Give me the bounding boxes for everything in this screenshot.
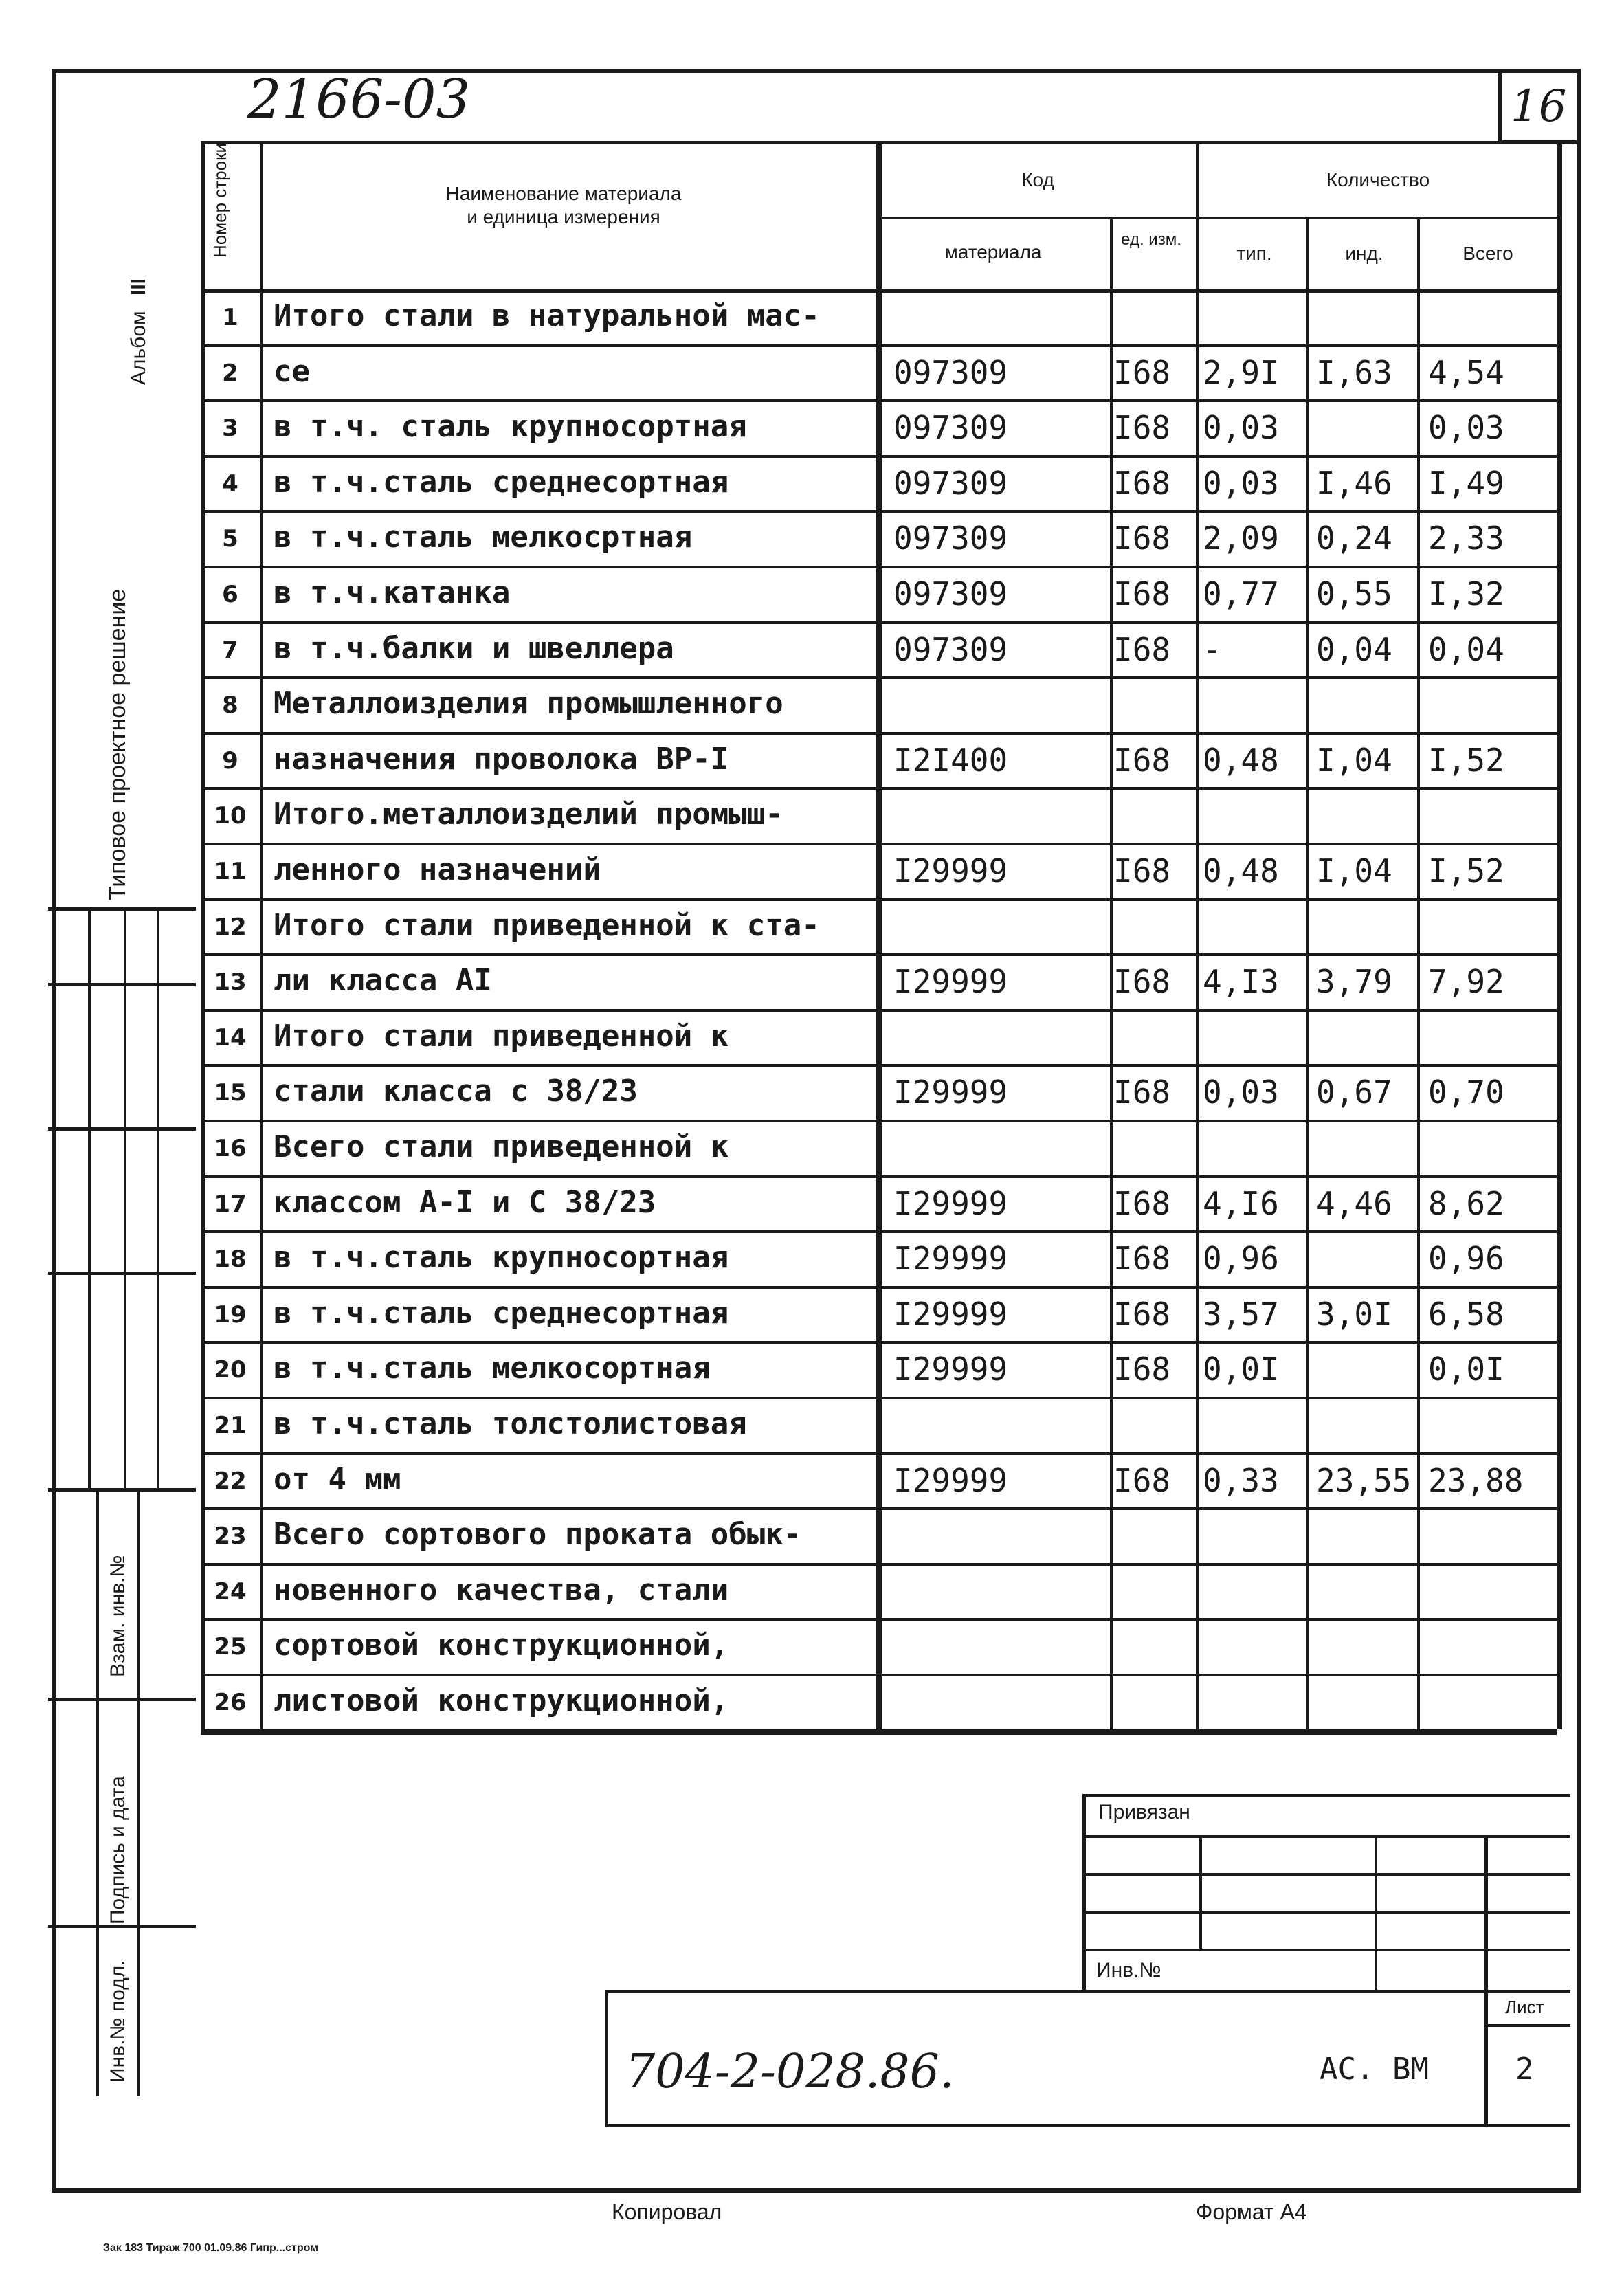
row-unit-code: I68 xyxy=(1113,852,1171,889)
row-qty-total: 6,58 xyxy=(1428,1295,1504,1333)
header-code: Код xyxy=(1021,169,1054,190)
row-line xyxy=(201,344,1557,347)
row-material-code: I29999 xyxy=(893,1240,1008,1278)
row-material-name: в т.ч.сталь среднесортная xyxy=(274,1295,729,1331)
row-material-name: Металлоизделия промышленного xyxy=(274,686,783,722)
row-material-name: стали класса с 38/23 xyxy=(274,1074,638,1109)
row-unit-code: I68 xyxy=(1113,1240,1171,1278)
row-line xyxy=(201,1397,1557,1399)
row-material-name: классом А-I и С 38/23 xyxy=(274,1184,656,1220)
row-line xyxy=(201,566,1557,568)
row-material-code: 097309 xyxy=(893,575,1008,612)
row-material-name: Итого.металлоизделий промыш- xyxy=(274,797,783,832)
row-material-name: назначения проволока ВР-I xyxy=(274,741,729,777)
header-qty-total: Всего xyxy=(1462,243,1513,264)
row-line xyxy=(201,1286,1557,1289)
row-line xyxy=(201,1563,1557,1566)
row-line xyxy=(201,1009,1557,1012)
row-qty-typ: 0,33 xyxy=(1203,1461,1279,1499)
side-label-inv-change: Взам. инв.№ xyxy=(107,1555,129,1677)
row-material-code: 097309 xyxy=(893,409,1008,447)
side-strip-vline xyxy=(137,1488,140,2096)
row-line xyxy=(201,787,1557,790)
row-material-name: в т.ч.катанка xyxy=(274,575,511,610)
row-number: 3 xyxy=(222,414,238,443)
row-number: 22 xyxy=(214,1467,247,1495)
row-unit-code: I68 xyxy=(1113,353,1171,391)
col-line-typ xyxy=(1196,141,1199,1729)
row-material-name: в т.ч.балки и швеллера xyxy=(274,630,674,666)
stamp-vline xyxy=(1082,1794,1086,1993)
row-line xyxy=(201,1618,1557,1621)
stamp-line xyxy=(1082,1911,1570,1914)
row-qty-typ: 0,77 xyxy=(1203,575,1279,612)
side-strip-line xyxy=(48,1488,196,1492)
row-material-name: в т.ч.сталь среднесортная xyxy=(274,464,729,500)
side-label-series: Типовое проектное решение xyxy=(104,588,131,900)
footer-copied: Копировал xyxy=(612,2199,722,2224)
side-strip-line xyxy=(48,1127,196,1131)
header-split-line xyxy=(876,217,1557,219)
row-material-code: I29999 xyxy=(893,963,1008,1001)
row-qty-total: 0,03 xyxy=(1428,409,1504,447)
row-qty-typ: 4,I6 xyxy=(1203,1184,1279,1222)
row-number: 14 xyxy=(214,1023,247,1052)
row-line xyxy=(201,1175,1557,1178)
row-qty-total: 7,92 xyxy=(1428,963,1504,1001)
row-qty-ind: 0,24 xyxy=(1316,520,1392,557)
side-label-sign-date: Подпись и дата xyxy=(107,1776,129,1925)
row-line xyxy=(201,1064,1557,1067)
row-material-name: ленного назначений xyxy=(274,852,601,887)
side-strip-line xyxy=(48,1698,196,1701)
row-number: 15 xyxy=(214,1079,247,1107)
row-number: 16 xyxy=(214,1135,247,1162)
side-strip-line xyxy=(48,1272,196,1275)
row-line xyxy=(201,898,1557,901)
row-line xyxy=(201,455,1557,458)
row-line xyxy=(201,1341,1557,1344)
row-qty-typ: 0,03 xyxy=(1203,409,1279,447)
row-qty-typ: 0,48 xyxy=(1203,741,1279,779)
stamp-line xyxy=(1082,1794,1570,1797)
row-material-code: 097309 xyxy=(893,353,1008,391)
row-material-code: I29999 xyxy=(893,852,1008,889)
row-material-name: се xyxy=(274,353,310,389)
side-strip-line xyxy=(48,907,196,911)
stamp-line xyxy=(1082,1873,1570,1876)
stamp-line xyxy=(1082,1949,1570,1951)
row-qty-total: 0,0I xyxy=(1428,1351,1504,1388)
row-unit-code: I68 xyxy=(1113,741,1171,779)
row-number: 13 xyxy=(214,968,247,997)
row-number: 2 xyxy=(222,359,238,387)
col-line-name xyxy=(260,141,263,1729)
row-qty-total: 0,96 xyxy=(1428,1240,1504,1278)
header-row-no xyxy=(201,141,256,271)
row-material-name: листовой конструкционной, xyxy=(274,1683,729,1718)
row-qty-typ: 2,09 xyxy=(1203,520,1279,557)
side-label-inv-orig: Инв.№ подл. xyxy=(107,1960,129,2083)
row-number: 8 xyxy=(222,691,238,720)
row-qty-ind: 4,46 xyxy=(1316,1184,1392,1222)
row-qty-typ: 0,48 xyxy=(1203,852,1279,889)
row-qty-ind: I,63 xyxy=(1316,353,1392,391)
side-strip-vline xyxy=(157,907,159,1492)
row-material-name: в т.ч.сталь мелкосртная xyxy=(274,520,693,555)
row-unit-code: I68 xyxy=(1113,1461,1171,1499)
row-qty-typ: 0,03 xyxy=(1203,1074,1279,1111)
row-unit-code: I68 xyxy=(1113,1295,1171,1333)
row-qty-ind: I,46 xyxy=(1316,464,1392,502)
row-qty-ind: 23,55 xyxy=(1316,1461,1412,1499)
stamp-line xyxy=(605,1990,1570,1993)
row-qty-total: I,52 xyxy=(1428,741,1504,779)
side-strip-line xyxy=(48,1925,196,1928)
row-material-name: Итого стали в натуральной мас- xyxy=(274,298,820,333)
row-unit-code: I68 xyxy=(1113,963,1171,1001)
row-line xyxy=(201,1452,1557,1455)
row-material-code: I29999 xyxy=(893,1351,1008,1388)
row-qty-total: I,52 xyxy=(1428,852,1504,889)
row-material-name: новенного качества, стали xyxy=(274,1572,729,1608)
header-qty-typ: тип. xyxy=(1236,243,1272,264)
header-code-unit: ед. изм. xyxy=(1121,230,1181,249)
col-line-ind xyxy=(1306,217,1309,1729)
row-number: 17 xyxy=(214,1190,247,1218)
row-material-code: I2I400 xyxy=(893,741,1008,779)
row-unit-code: I68 xyxy=(1113,520,1171,557)
row-line xyxy=(201,510,1557,513)
row-qty-ind: I,04 xyxy=(1316,852,1392,889)
row-number: 25 xyxy=(214,1633,247,1661)
row-number: 18 xyxy=(214,1245,247,1274)
row-qty-typ: 3,57 xyxy=(1203,1295,1279,1333)
row-material-code: I29999 xyxy=(893,1295,1008,1333)
side-strip-vline xyxy=(124,907,126,1492)
row-material-name: Итого стали приведенной к ста- xyxy=(274,907,820,943)
row-number: 5 xyxy=(222,525,238,553)
row-number: 6 xyxy=(222,581,238,608)
row-qty-total: 23,88 xyxy=(1428,1461,1524,1499)
col-line-unit xyxy=(1110,217,1113,1729)
row-material-name: Всего стали приведенной к xyxy=(274,1129,729,1164)
row-qty-total: 0,04 xyxy=(1428,630,1504,668)
col-line-right xyxy=(1557,141,1562,1729)
side-label-album: Альбом xyxy=(127,311,150,385)
row-material-name: в т.ч.сталь мелкосортная xyxy=(274,1351,711,1386)
row-material-code: I29999 xyxy=(893,1461,1008,1499)
stamp-sheet-label: Лист xyxy=(1505,1997,1544,2017)
row-material-code: I29999 xyxy=(893,1074,1008,1111)
row-number: 9 xyxy=(222,746,238,775)
stamp-inv-label: Инв.№ xyxy=(1096,1959,1161,1982)
row-number: 20 xyxy=(214,1356,247,1384)
row-qty-ind: I,04 xyxy=(1316,741,1392,779)
side-strip-vline xyxy=(96,1488,99,2096)
row-qty-typ: 2,9I xyxy=(1203,353,1279,391)
row-number: 23 xyxy=(214,1522,247,1551)
row-line xyxy=(201,1230,1557,1233)
row-material-name: от 4 мм xyxy=(274,1461,401,1497)
row-unit-code: I68 xyxy=(1113,409,1171,447)
row-qty-total: 0,70 xyxy=(1428,1074,1504,1111)
row-qty-typ: 0,03 xyxy=(1203,464,1279,502)
row-qty-total: 2,33 xyxy=(1428,520,1504,557)
header-row-no-text: Номер строки xyxy=(210,143,230,258)
footer-format: Формат А4 xyxy=(1196,2199,1307,2224)
row-unit-code: I68 xyxy=(1113,464,1171,502)
row-unit-code: I68 xyxy=(1113,575,1171,612)
row-qty-typ: 0,96 xyxy=(1203,1240,1279,1278)
row-material-name: ли класса AI xyxy=(274,963,492,999)
row-line xyxy=(201,676,1557,679)
row-qty-ind: 0,55 xyxy=(1316,575,1392,612)
row-line xyxy=(201,1507,1557,1510)
row-material-code: 097309 xyxy=(893,520,1008,557)
doc-id: 2166-03 xyxy=(247,69,471,131)
row-qty-typ: 0,0I xyxy=(1203,1351,1279,1388)
row-number: 19 xyxy=(214,1300,247,1329)
row-qty-total: 4,54 xyxy=(1428,353,1504,391)
row-qty-typ: - xyxy=(1203,630,1222,668)
header-material-name: Наименование материала и единица измерения xyxy=(445,183,682,228)
header-quantity: Количество xyxy=(1326,169,1430,190)
row-line xyxy=(201,399,1557,402)
row-qty-total: I,32 xyxy=(1428,575,1504,612)
corner-sheet-number: 16 xyxy=(1511,81,1567,132)
row-number: 1 xyxy=(222,304,238,331)
row-material-code: 097309 xyxy=(893,630,1008,668)
stamp-sheet-number: 2 xyxy=(1515,2052,1534,2087)
row-number: 10 xyxy=(214,802,247,830)
row-material-name: в т.ч.сталь крупносортная xyxy=(274,1240,729,1276)
stamp-vline xyxy=(1375,1835,1377,1990)
stamp-section: АС. ВМ xyxy=(1320,2052,1429,2087)
row-line xyxy=(201,621,1557,624)
row-qty-typ: 4,I3 xyxy=(1203,963,1279,1001)
row-line xyxy=(201,953,1557,956)
row-number: 21 xyxy=(214,1412,247,1439)
row-qty-total: I,49 xyxy=(1428,464,1504,502)
row-material-name: в т.ч.сталь толстолистовая xyxy=(274,1406,747,1441)
row-unit-code: I68 xyxy=(1113,1184,1171,1222)
row-unit-code: I68 xyxy=(1113,630,1171,668)
col-line-code xyxy=(876,141,882,1729)
stamp-line xyxy=(605,2124,1570,2127)
row-line xyxy=(201,1120,1557,1122)
stamp-line xyxy=(1082,1835,1570,1838)
row-material-name: сортовой конструкционной, xyxy=(274,1628,729,1663)
header-qty-ind: инд. xyxy=(1345,243,1383,264)
stamp-vline xyxy=(605,1990,608,2127)
side-label-album-number: III xyxy=(127,278,150,296)
stamp-vline xyxy=(1484,1835,1488,2124)
row-unit-code: I68 xyxy=(1113,1074,1171,1111)
row-qty-ind: 3,0I xyxy=(1316,1295,1392,1333)
header-code-material: материала xyxy=(944,241,1042,263)
row-number: 12 xyxy=(214,913,247,941)
row-number: 11 xyxy=(214,858,247,885)
row-number: 4 xyxy=(222,469,238,498)
row-material-code: 097309 xyxy=(893,464,1008,502)
row-line xyxy=(201,1674,1557,1676)
row-material-name: в т.ч. сталь крупносортная xyxy=(274,409,747,445)
footer-print-info: Зак 183 Тираж 700 01.09.86 Гипр...стром xyxy=(103,2242,319,2254)
stamp-doc-number: 704-2-028.86. xyxy=(625,2045,955,2099)
row-material-name: Итого стали приведенной к xyxy=(274,1018,729,1054)
col-line-total xyxy=(1417,217,1420,1729)
row-qty-ind: 0,67 xyxy=(1316,1074,1392,1111)
row-material-name: Всего сортового проката обык- xyxy=(274,1517,802,1553)
row-number: 7 xyxy=(222,636,238,664)
row-line xyxy=(201,843,1557,845)
row-qty-ind: 0,04 xyxy=(1316,630,1392,668)
row-qty-total: 8,62 xyxy=(1428,1184,1504,1222)
row-qty-ind: 3,79 xyxy=(1316,963,1392,1001)
stamp-line xyxy=(1484,2024,1570,2027)
row-material-code: I29999 xyxy=(893,1184,1008,1222)
side-strip-line xyxy=(48,983,196,986)
side-strip-vline xyxy=(88,907,91,1492)
row-number: 24 xyxy=(214,1577,247,1606)
stamp-vline xyxy=(1199,1835,1202,1949)
row-number: 26 xyxy=(214,1689,247,1716)
row-line xyxy=(201,732,1557,735)
row-line xyxy=(201,1729,1557,1735)
stamp-linked-label: Привязан xyxy=(1098,1801,1190,1823)
row-unit-code: I68 xyxy=(1113,1351,1171,1388)
